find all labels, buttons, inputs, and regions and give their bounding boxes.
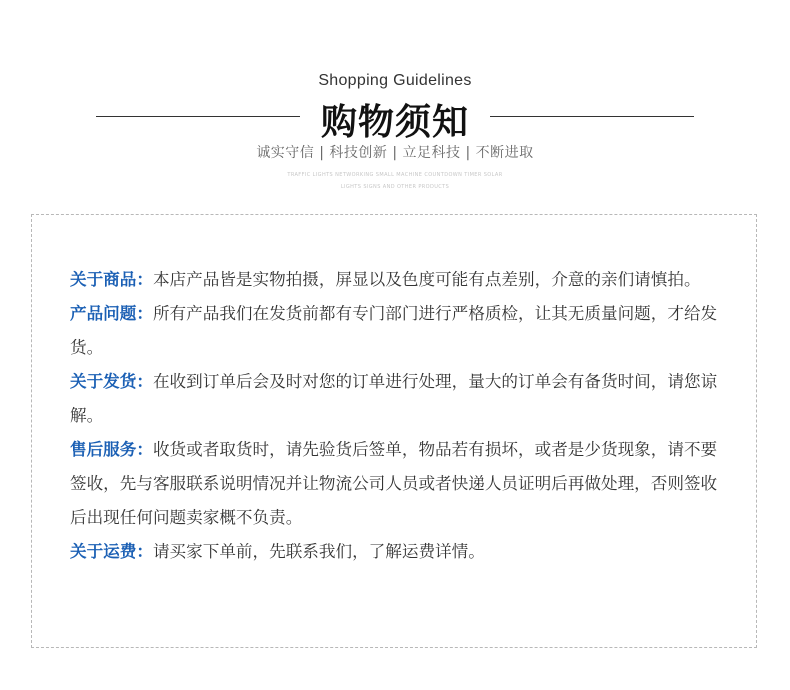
title-divider-right	[490, 116, 694, 117]
guideline-label: 售后服务：	[70, 440, 153, 459]
english-subtitle: Shopping Guidelines	[318, 72, 472, 89]
guideline-text: 本店产品皆是实物拍摄，屏显以及色度可能有点差别，介意的亲们请慎拍。	[152, 270, 701, 289]
guideline-text: 在收到订单后会及时对您的订单进行处理，量大的订单会有备货时间，请您谅解。	[70, 372, 718, 425]
slogan: 诚实守信 | 科技创新 | 立足科技 | 不断进取	[256, 145, 534, 161]
tagline-line-2: LIGHTS SIGNS AND OTHER PRODUCTS	[340, 184, 450, 190]
guideline-after-sales	[70, 433, 730, 535]
guideline-text: 收货或者取货时，请先验货后签单，物品若有损坏，或者是少货现象，请不要签收，先与客服联系说明情况并让物流公司人员或者快递人员证明后再做处理，否则签收后出现任何问题卖家概不负责。	[70, 440, 718, 527]
guideline-quality	[70, 297, 730, 365]
page-header	[0, 0, 790, 210]
guidelines-box	[31, 214, 757, 648]
guidelines-list	[70, 263, 730, 569]
guideline-label: 产品问题：	[70, 304, 153, 323]
page-title: 购物须知	[320, 102, 469, 143]
guideline-text: 所有产品我们在发货前都有专门部门进行严格质检，让其无质量问题，才给发货。	[70, 304, 718, 357]
title-row	[0, 92, 790, 142]
guideline-shipping	[70, 365, 730, 433]
guideline-label: 关于发货：	[70, 372, 153, 391]
guideline-text: 请买家下单前，先联系我们，了解运费详情。	[152, 542, 485, 561]
guideline-freight	[70, 535, 730, 569]
tagline-line-1: TRAFFIC LIGHTS NETWORKING SMALL MACHINE COUNTDOWN TIMER SOLAR	[287, 172, 503, 178]
guideline-label: 关于商品：	[70, 270, 153, 289]
guideline-product	[70, 263, 730, 297]
guideline-label: 关于运费：	[70, 542, 153, 561]
